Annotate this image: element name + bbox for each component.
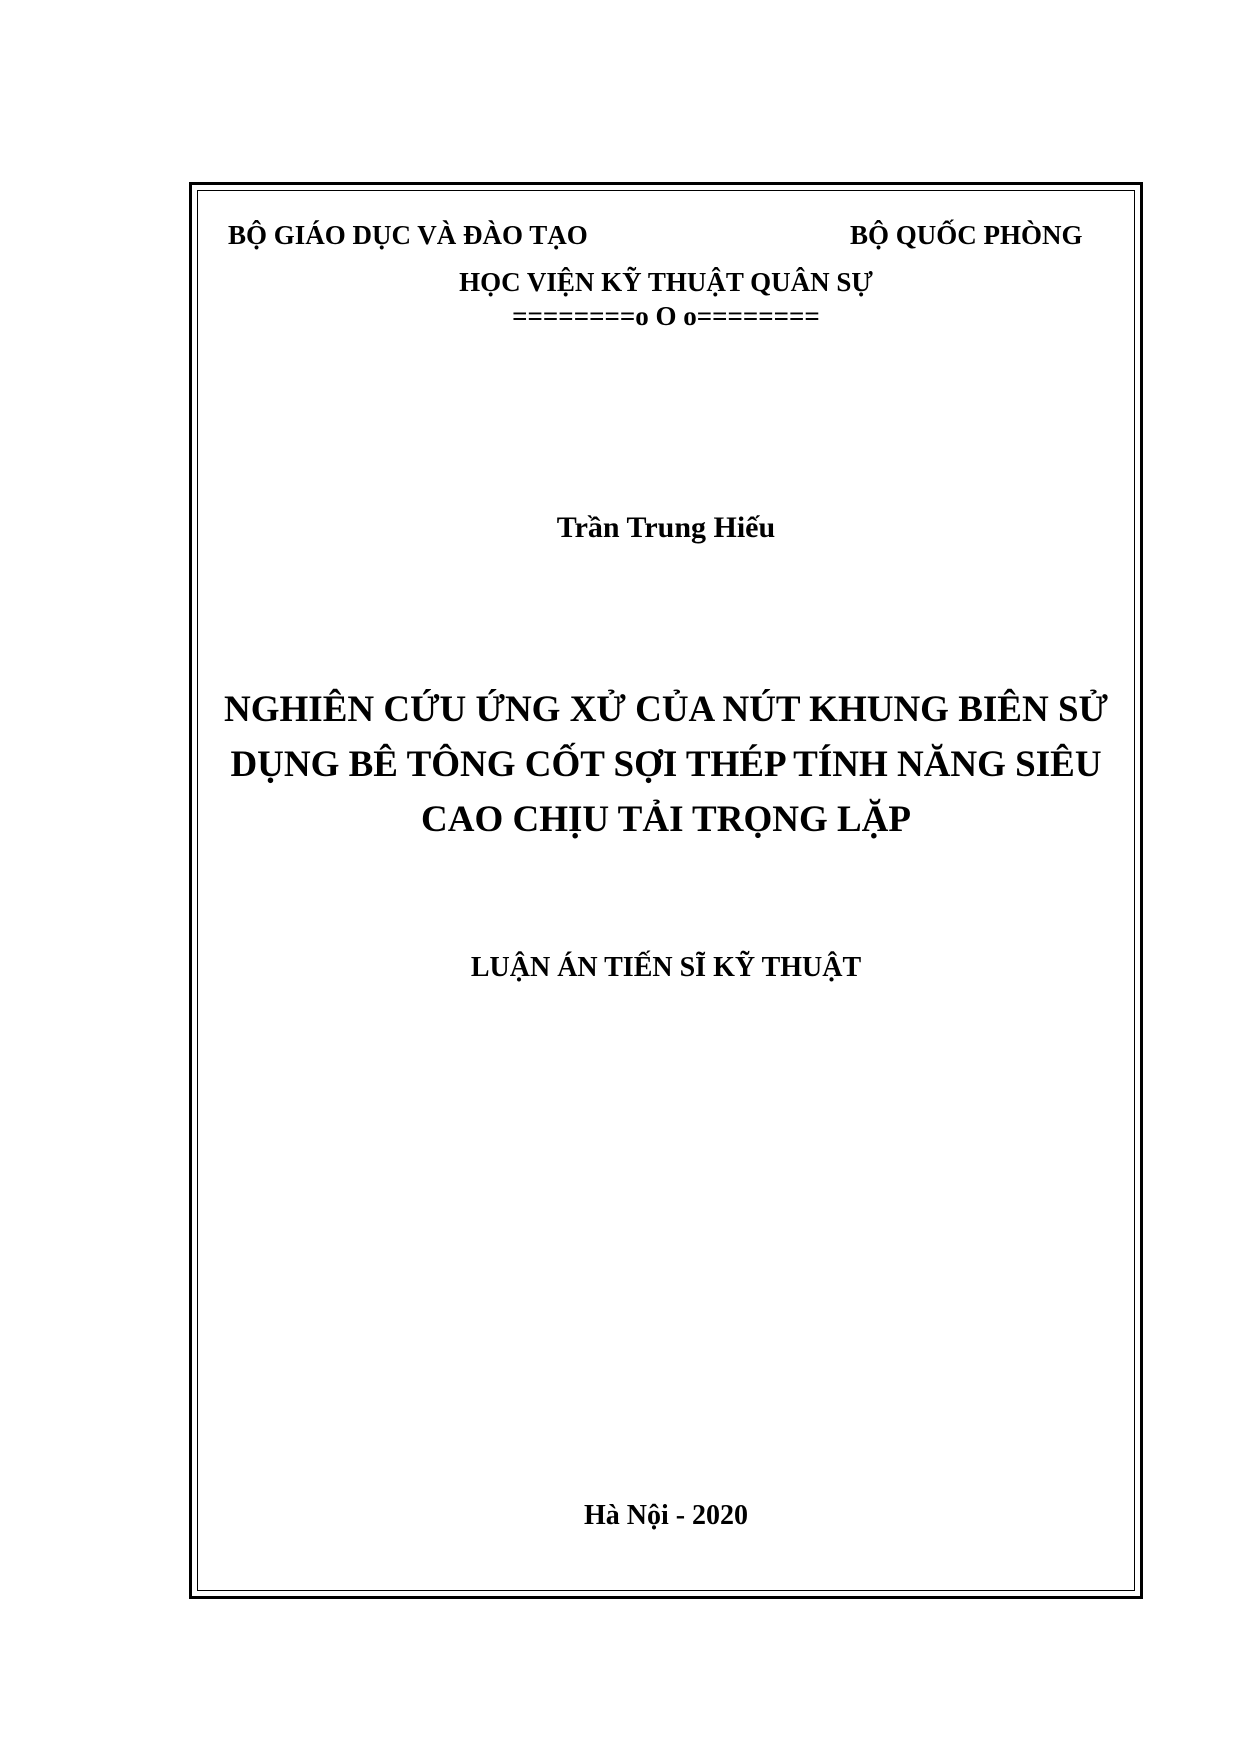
thesis-title-line: NGHIÊN CỨU ỨNG XỬ CỦA NÚT KHUNG BIÊN SỬ [224,689,1108,730]
ministry-of-defense-label: BỘ QUỐC PHÒNG [850,220,1083,250]
degree-label: LUẬN ÁN TIẾN SĨ KỸ THUẬT [470,952,862,983]
thesis-title [197,682,1135,847]
academy-name: HỌC VIỆN KỸ THUẬT QUÂN SỰ [459,267,873,297]
decorative-divider: ========o O o======== [512,301,820,331]
thesis-title-line: DỤNG BÊ TÔNG CỐT SỢI THÉP TÍNH NĂNG SIÊU [230,744,1102,785]
ministry-of-education-label: BỘ GIÁO DỤC VÀ ĐÀO TẠO [228,220,588,250]
author-name: Trần Trung Hiếu [556,511,776,544]
page-border-inner [197,190,1135,1591]
place-and-year: Hà Nội - 2020 [583,1500,749,1531]
thesis-title-line: CAO CHỊU TẢI TRỌNG LẶP [421,799,911,840]
